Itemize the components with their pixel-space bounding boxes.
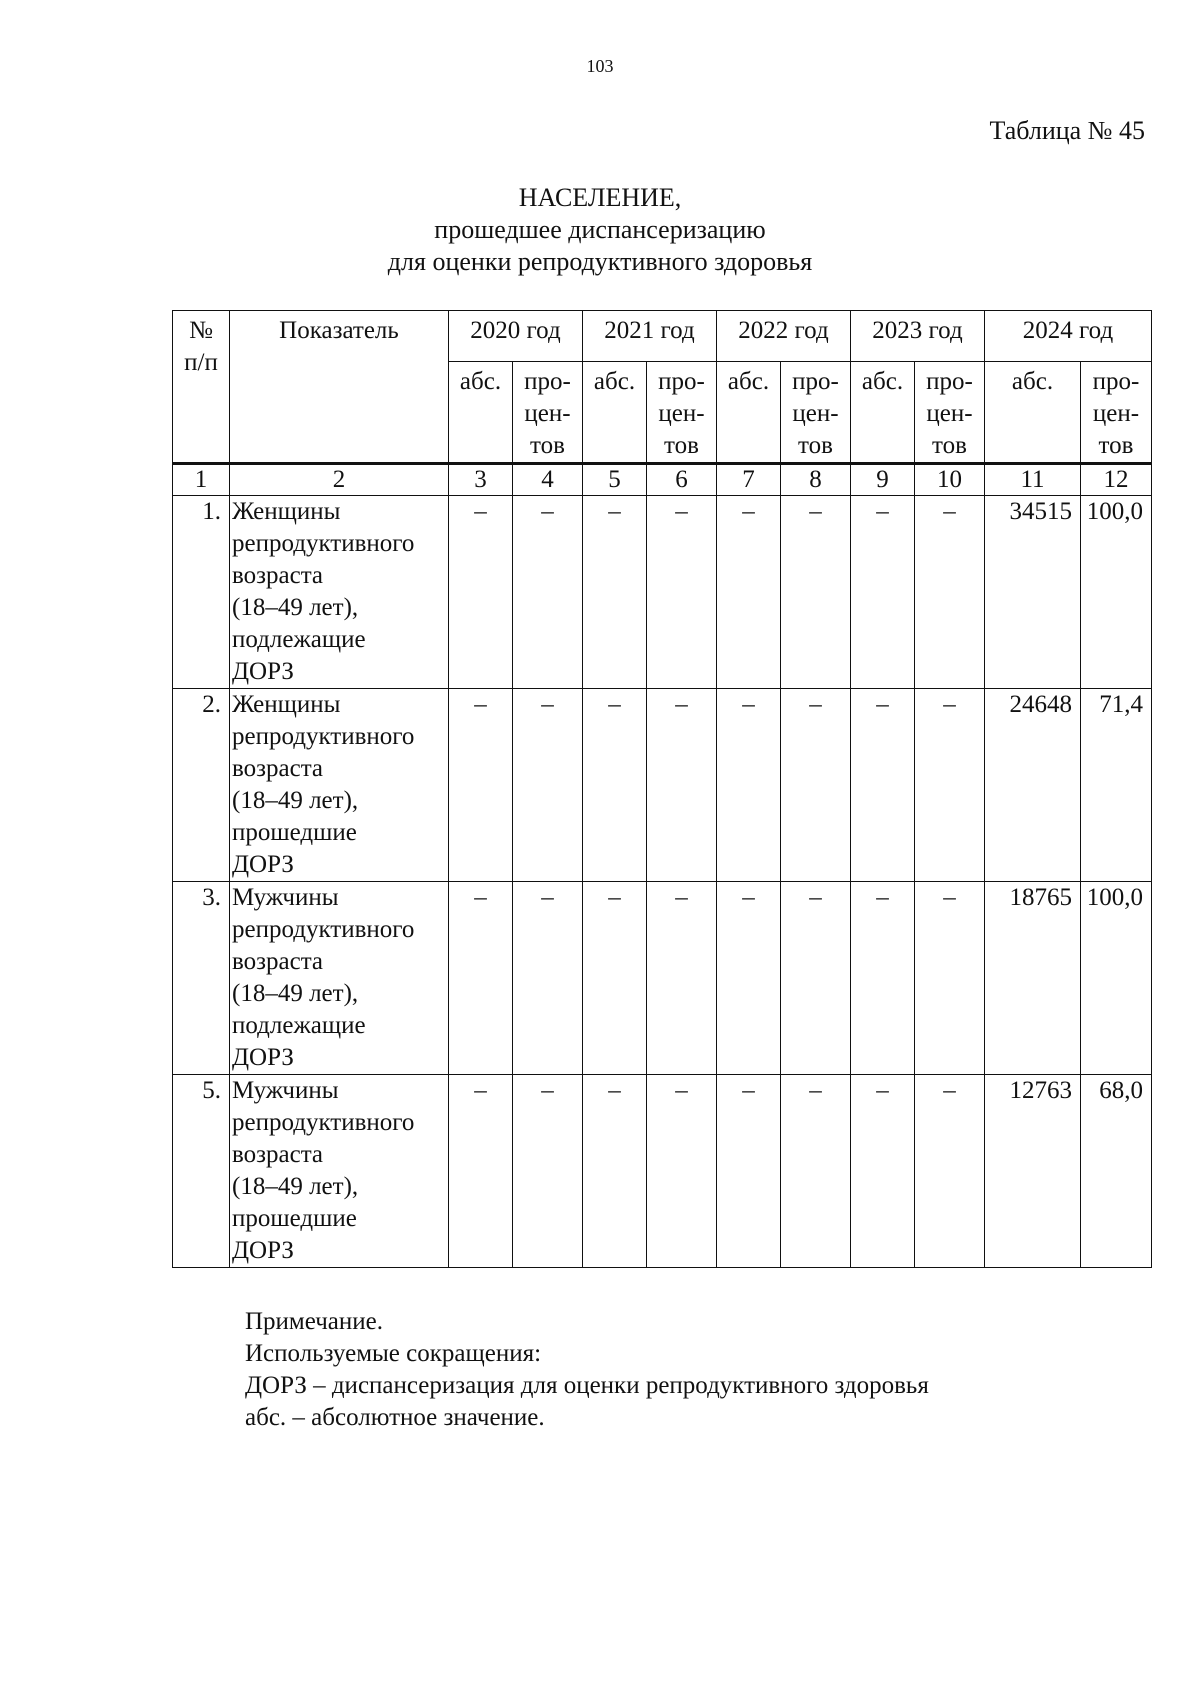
header-percent-part-3: тов	[932, 432, 967, 459]
empty-value-dash: –	[583, 689, 647, 882]
column-number: 10	[915, 464, 985, 496]
empty-value-dash: –	[583, 1075, 647, 1268]
column-number: 8	[781, 464, 851, 496]
title-line-3: для оценки репродуктивного здоровья	[387, 247, 813, 276]
row-indicator	[230, 689, 449, 882]
indicator-line: репродуктивного	[232, 530, 415, 557]
empty-value-dash: –	[449, 496, 513, 689]
empty-value-dash: –	[513, 1075, 583, 1268]
empty-value-dash: –	[647, 689, 717, 882]
indicator-line: (18–49 лет),	[232, 787, 359, 814]
indicator-line: Мужчины	[232, 1077, 339, 1104]
header-percent	[1081, 362, 1152, 464]
empty-value-dash: –	[717, 1075, 781, 1268]
column-number: 11	[985, 464, 1081, 496]
column-number: 3	[449, 464, 513, 496]
header-percent-part-1: про-	[926, 368, 973, 395]
empty-value-dash: –	[583, 496, 647, 689]
header-percent-part-2: цен-	[926, 400, 973, 427]
column-number: 1	[173, 464, 230, 496]
header-percent-part-3: тов	[1098, 432, 1134, 459]
indicator-line: ДОРЗ	[232, 1237, 294, 1264]
row-indicator	[230, 1075, 449, 1268]
column-number: 5	[583, 464, 647, 496]
header-year-2021: 2021 год	[583, 311, 717, 362]
value-abs-2024: 34515	[985, 496, 1081, 689]
empty-value-dash: –	[449, 1075, 513, 1268]
row-number: 2.	[173, 689, 230, 882]
indicator-line: (18–49 лет),	[232, 594, 359, 621]
header-abs: абс.	[449, 362, 513, 464]
header-percent	[781, 362, 851, 464]
empty-value-dash: –	[647, 882, 717, 1075]
empty-value-dash: –	[513, 689, 583, 882]
header-percent-part-2: цен-	[792, 400, 839, 427]
header-percent-part-1: про-	[658, 368, 705, 395]
indicator-line: (18–49 лет),	[232, 1173, 359, 1200]
header-percent-part-1: про-	[792, 368, 839, 395]
indicator-line: ДОРЗ	[232, 658, 294, 685]
column-number: 2	[230, 464, 449, 496]
indicator-line: репродуктивного	[232, 723, 415, 750]
empty-value-dash: –	[915, 496, 985, 689]
indicator-line: возраста	[232, 948, 324, 975]
table-header-row-years	[173, 311, 1152, 362]
header-indicator: Показатель	[230, 311, 449, 464]
header-percent	[647, 362, 717, 464]
empty-value-dash: –	[781, 496, 851, 689]
row-number: 1.	[173, 496, 230, 689]
header-percent	[915, 362, 985, 464]
row-indicator	[230, 496, 449, 689]
header-abs: абс.	[851, 362, 915, 464]
header-percent	[513, 362, 583, 464]
note-abbreviations: Используемые сокращения:	[245, 1340, 542, 1367]
notes	[245, 1306, 929, 1434]
empty-value-dash: –	[583, 882, 647, 1075]
indicator-line: ДОРЗ	[232, 851, 294, 878]
empty-value-dash: –	[449, 689, 513, 882]
empty-value-dash: –	[915, 882, 985, 1075]
empty-value-dash: –	[647, 1075, 717, 1268]
indicator-line: репродуктивного	[232, 916, 415, 943]
header-percent-part-2: цен-	[658, 400, 705, 427]
indicator-line: подлежащие	[232, 1012, 366, 1039]
indicator-line: Женщины	[232, 691, 341, 718]
header-percent-part-3: тов	[798, 432, 833, 459]
value-percent-2024: 71,4	[1081, 689, 1152, 882]
indicator-line: подлежащие	[232, 626, 366, 653]
indicator-line: ДОРЗ	[232, 1044, 294, 1071]
note-abs: абс. – абсолютное значение.	[245, 1404, 545, 1431]
header-abs: абс.	[717, 362, 781, 464]
column-number: 12	[1081, 464, 1152, 496]
value-abs-2024: 24648	[985, 689, 1081, 882]
indicator-line: возраста	[232, 755, 324, 782]
note-title: Примечание.	[245, 1308, 384, 1335]
empty-value-dash: –	[717, 496, 781, 689]
header-year-2023: 2023 год	[851, 311, 985, 362]
indicator-line: прошедшие	[232, 1205, 357, 1232]
column-number: 7	[717, 464, 781, 496]
empty-value-dash: –	[647, 496, 717, 689]
column-number: 4	[513, 464, 583, 496]
empty-value-dash: –	[717, 882, 781, 1075]
value-abs-2024: 12763	[985, 1075, 1081, 1268]
header-percent-part-1: про-	[1092, 368, 1140, 395]
value-abs-2024: 18765	[985, 882, 1081, 1075]
table-body	[173, 496, 1152, 1268]
header-year-2024: 2024 год	[985, 311, 1152, 362]
indicator-line: репродуктивного	[232, 1109, 415, 1136]
row-number: 5.	[173, 1075, 230, 1268]
value-percent-2024: 100,0	[1081, 882, 1152, 1075]
header-num: № п/п	[173, 311, 230, 464]
header-percent-part-1: про-	[524, 368, 571, 395]
column-number: 6	[647, 464, 717, 496]
empty-value-dash: –	[851, 882, 915, 1075]
empty-value-dash: –	[915, 689, 985, 882]
row-indicator	[230, 882, 449, 1075]
empty-value-dash: –	[513, 496, 583, 689]
population-table	[172, 310, 1152, 1268]
title-line-1: НАСЕЛЕНИЕ,	[518, 183, 682, 212]
empty-value-dash: –	[513, 882, 583, 1075]
indicator-line: (18–49 лет),	[232, 980, 359, 1007]
header-abs: абс.	[583, 362, 647, 464]
header-year-2022: 2022 год	[717, 311, 851, 362]
table-row	[173, 689, 1152, 882]
empty-value-dash: –	[781, 882, 851, 1075]
indicator-line: прошедшие	[232, 819, 357, 846]
header-percent-part-2: цен-	[1092, 400, 1140, 427]
table-label: Таблица № 45	[989, 116, 1145, 145]
empty-value-dash: –	[781, 1075, 851, 1268]
column-number: 9	[851, 464, 915, 496]
indicator-line: Мужчины	[232, 884, 339, 911]
header-abs: абс.	[985, 362, 1081, 464]
row-number: 3.	[173, 882, 230, 1075]
indicator-line: возраста	[232, 1141, 324, 1168]
empty-value-dash: –	[915, 1075, 985, 1268]
title-line-2: прошедшее диспансеризацию	[434, 215, 766, 244]
header-percent-part-3: тов	[530, 432, 565, 459]
table-row	[173, 882, 1152, 1075]
empty-value-dash: –	[851, 1075, 915, 1268]
indicator-line: Женщины	[232, 498, 341, 525]
column-numbers-row	[173, 464, 1152, 496]
header-percent-part-2: цен-	[524, 400, 571, 427]
note-dorz: ДОРЗ – диспансеризация для оценки репродуктивного здоровья	[245, 1372, 929, 1399]
empty-value-dash: –	[781, 689, 851, 882]
empty-value-dash: –	[717, 689, 781, 882]
header-year-2020: 2020 год	[449, 311, 583, 362]
indicator-line: возраста	[232, 562, 324, 589]
page-number: 103	[586, 56, 614, 76]
table-row	[173, 496, 1152, 689]
value-percent-2024: 100,0	[1081, 496, 1152, 689]
value-percent-2024: 68,0	[1081, 1075, 1152, 1268]
header-percent-part-3: тов	[664, 432, 699, 459]
document-title	[0, 182, 1200, 278]
empty-value-dash: –	[851, 496, 915, 689]
empty-value-dash: –	[449, 882, 513, 1075]
table-row	[173, 1075, 1152, 1268]
empty-value-dash: –	[851, 689, 915, 882]
